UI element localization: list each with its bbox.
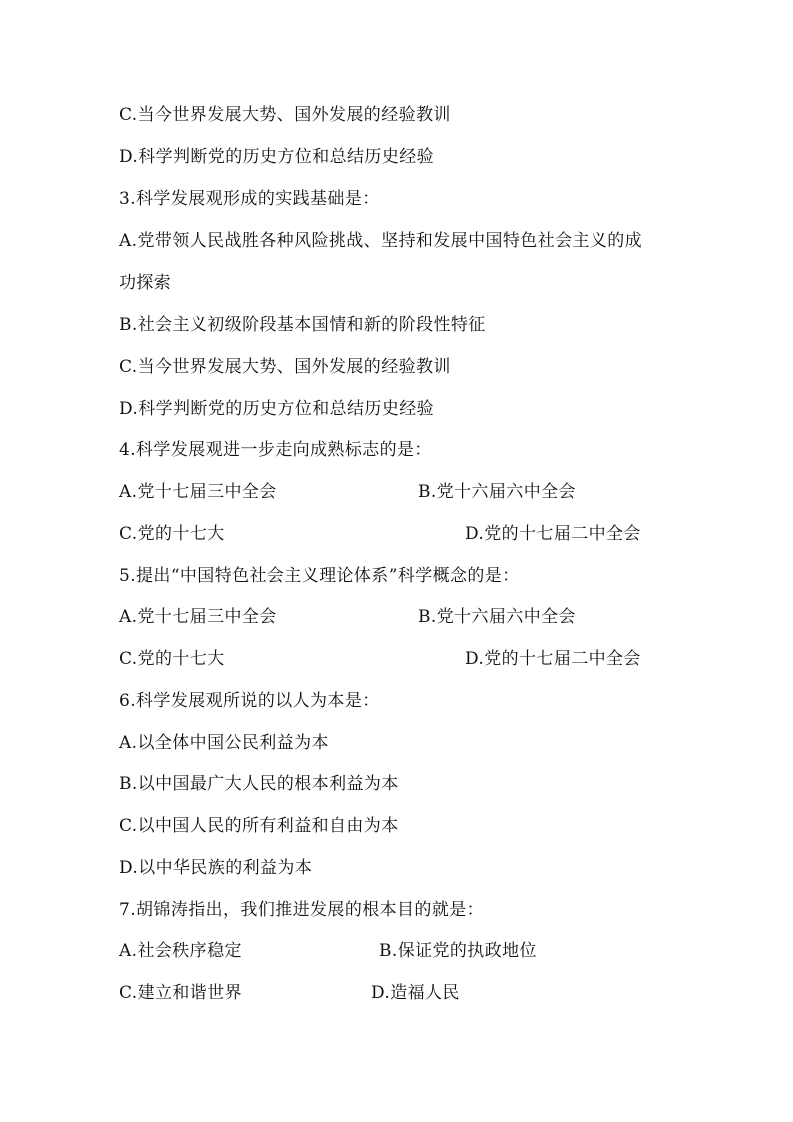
q5-option-a: A.党十七届三中全会 (119, 607, 277, 627)
q4-option-c: C.党的十七大 (119, 524, 225, 544)
q6-option-c: C.以中国人民的所有利益和自由为本 (119, 816, 399, 836)
q7-option-b: B.保证党的执政地位 (379, 941, 537, 961)
q4-option-b: B.党十六届六中全会 (418, 482, 576, 502)
q3-option-d: D.科学判断党的历史方位和总结历史经验 (119, 399, 435, 419)
q5-option-c: C.党的十七大 (119, 649, 225, 669)
q3-option-c: C.当今世界发展大势、国外发展的经验教训 (119, 357, 451, 377)
q3-option-a: A.党带领人民战胜各种风险挑战、坚持和发展中国特色社会主义的成 (119, 231, 643, 251)
q6-option-a: A.以全体中国公民利益为本 (119, 733, 329, 753)
q7-option-d: D.造福人民 (371, 983, 460, 1003)
q5-option-b: B.党十六届六中全会 (418, 607, 576, 627)
q4-option-a: A.党十七届三中全会 (119, 482, 277, 502)
question-5: 5.提出“中国特色社会主义理论体系”科学概念的是： (119, 566, 520, 586)
q7-option-c: C.建立和谐世界 (119, 983, 243, 1003)
question-3: 3.科学发展观形成的实践基础是： (119, 189, 380, 209)
q5-option-d: D.党的十七届二中全会 (465, 649, 641, 669)
q2-option-d: D.科学判断党的历史方位和总结历史经验 (119, 147, 435, 167)
q3-option-b: B.社会主义初级阶段基本国情和新的阶段性特征 (119, 315, 486, 335)
q7-option-a: A.社会秩序稳定 (119, 941, 242, 961)
q4-option-d: D.党的十七届二中全会 (465, 524, 641, 544)
q6-option-b: B.以中国最广大人民的根本利益为本 (119, 774, 399, 794)
question-6: 6.科学发展观所说的以人为本是： (119, 691, 380, 711)
q2-option-c: C.当今世界发展大势、国外发展的经验教训 (119, 105, 451, 125)
q6-option-d: D.以中华民族的利益为本 (119, 858, 313, 878)
question-4: 4.科学发展观进一步走向成熟标志的是： (119, 440, 432, 460)
q3-option-a-continued: 功探索 (119, 273, 172, 293)
question-7: 7.胡锦涛指出，我们推进发展的根本目的就是： (119, 900, 485, 920)
